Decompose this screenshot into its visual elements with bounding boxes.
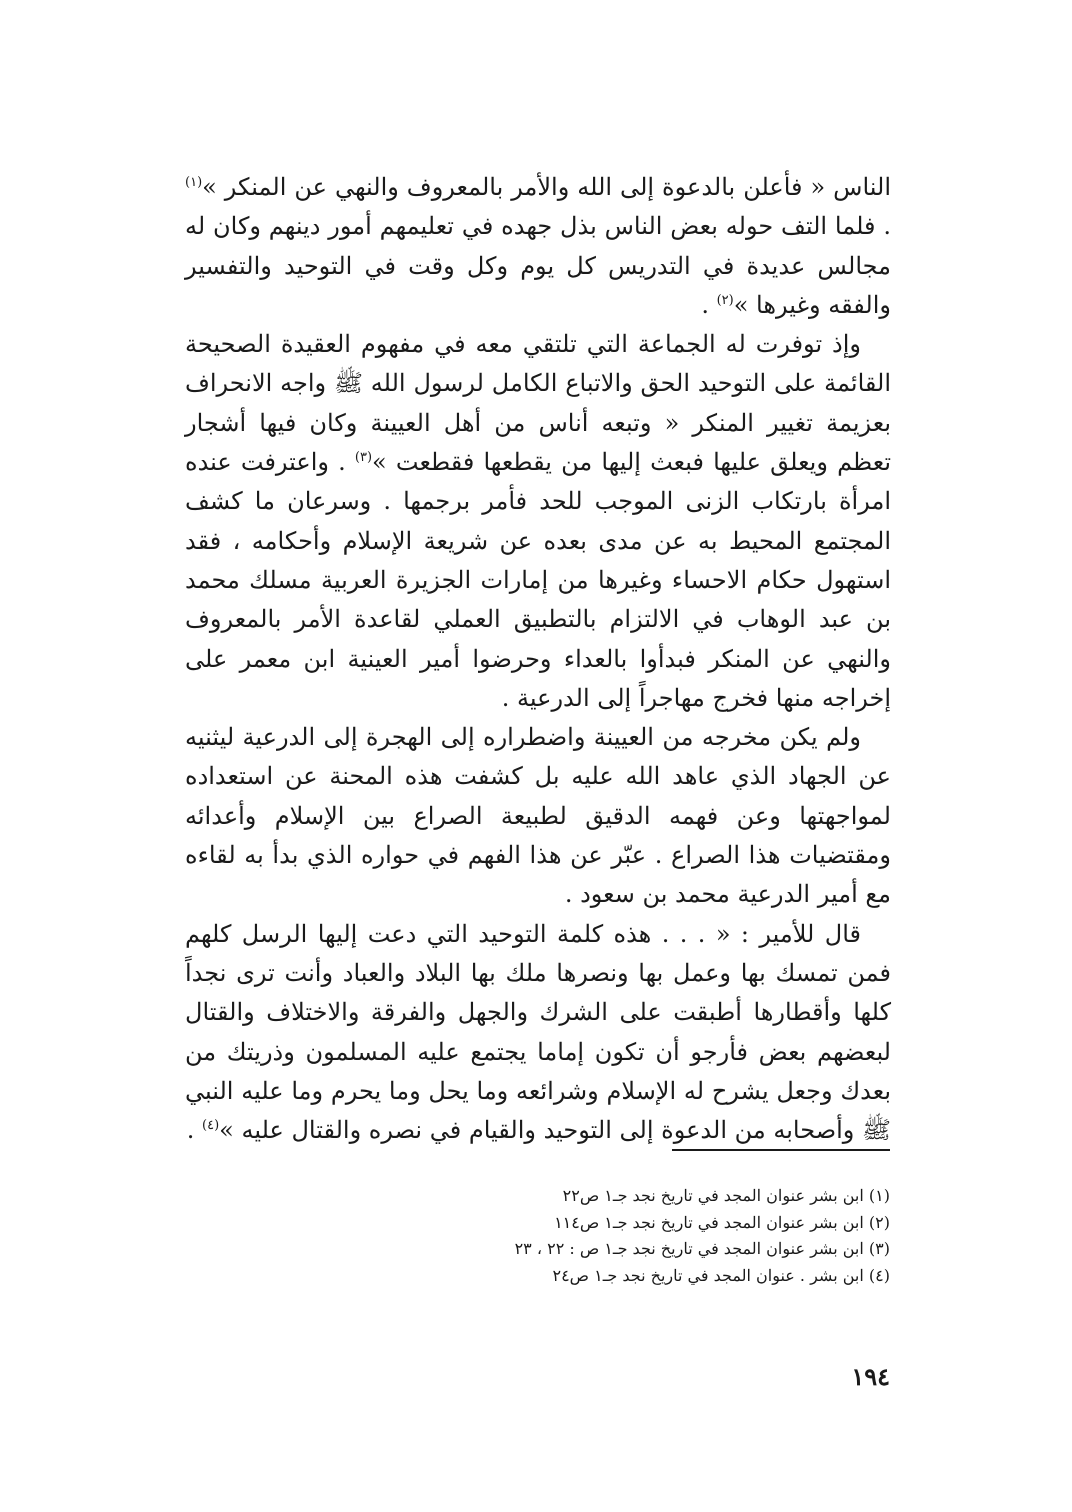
footnote-1: (١) ابن بشر عنوان المجد في تاريخ نجد جـ١ ص٢٢ — [562, 1186, 890, 1205]
main-text — [185, 168, 891, 1150]
footnote-3: (٣) ابن بشر عنوان المجد في تاريخ نجد جـ١ ص : ٢٢ ، ٢٣ — [514, 1239, 890, 1258]
footnote-ref-1: (١) — [185, 175, 203, 190]
footnote-separator — [672, 1149, 890, 1151]
footnote-4: (٤) ابن بشر . عنوان المجد في تاريخ نجد جـ١ ص٢٤ — [552, 1265, 890, 1285]
paragraph-2: وإذ توفرت له الجماعة التي تلتقي معه في مفهوم العقيدة الصحيحة القائمة على التوحيد الحق والاتباع الكامل لرسول الله ﷺ واجه الانحراف بعزيمة تغيير المنكر « وتبعه أناس من أهل العيينة وكان فيها أشجار تعظم ويعلق عليها فبعث إليها من يقطعها فقطعت »$^{(٣)}$ . واعترفت عنده امرأة بارتكاب الزنى الموجب للحد فأمر برجمها . وسرعان ما كشف المجتمع المحيط به عن مدى بعده عن شريعة الإسلام وأحكامه ، فقد استهول حكام الاحساء وغيرها من إمارات الجزيرة العربية مسلك محمد بن عبد الوهاب في الالتزام بالتطبيق العملي لقاعدة الأمر بالمعروف والنهي عن المنكر فبدأوا بالعداء وحرضوا أمير العينية ابن معمر على إخراجه منها فخرج مهاجراً إلى الدرعية . — [185, 330, 891, 712]
page-number: ١٩٤ — [851, 1362, 890, 1391]
paragraph-1: الناس « فأعلن بالدعوة إلى الله والأمر بالمعروف والنهي عن المنكر »$^{(١)}$ . فلما التف حوله بعض الناس بذل جهده في تعليمهم أمور دينهم وكان له مجالس عديدة في التدريس كل يوم وكل وقت في التوحيد والتفسير والفقه وغيرها »$^{(٢)}$ . — [185, 173, 891, 319]
paragraph-3: ولم يكن مخرجه من العيينة واضطراره إلى الهجرة إلى الدرعية ليثنيه عن الجهاد الذي عاهد الله عليه بل كشفت هذه المحنة عن استعداده لمواجهتها وعن فهمه الدقيق لطبيعة الصراع بين الإسلام وأعدائه ومقتضيات هذا الصراع . عبّر عن هذا الفهم في حواره الذي بدأ به لقاءه مع أمير الدرعية محمد بن سعود . — [185, 723, 891, 909]
footnote-ref-2: (٢) — [716, 292, 734, 308]
footnote-ref-3: (٣) — [354, 450, 373, 466]
footnote-ref-4: (٤) — [202, 1118, 220, 1134]
footnotes — [300, 1183, 890, 1289]
paragraph-4: قال للأمير : « . . . هذه كلمة التوحيد التي دعت إليها الرسل كلهم فمن تمسك بها وعمل بها ونصرها ملك بها البلاد والعباد وأنت ترى نجداً كلها وأقطارها أطبقت على الشرك والجهل والفرقة والاختلاف والقتال لبعضهم بعض فأرجو أن تكون إماما يجتمع عليه المسلمون وذريتك من بعدك وجعل يشرح له الإسلام وشرائعه وما يحل وما يحرم وما عليه النبي ﷺ وأصحابه من الدعوة إلى التوحيد والقيام في نصره والقتال عليه »$^{(٤)}$ . — [185, 919, 891, 1145]
footnote-2: (٢) ابن بشر عنوان المجد في تاريخ نجد جـ١ ص١١٤ — [554, 1212, 890, 1232]
